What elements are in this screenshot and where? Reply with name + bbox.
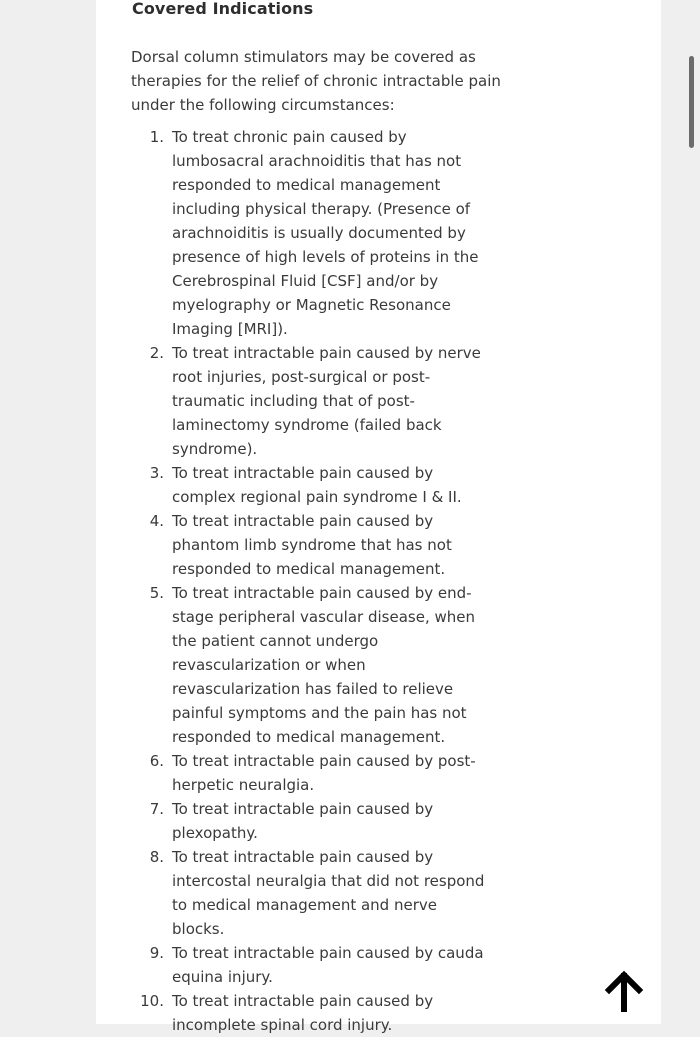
scrollbar-thumb[interactable] [689, 56, 694, 148]
intro-paragraph: Dorsal column stimulators may be covered as therapies for the relief of chronic intractable pain under the following circumstances: [131, 48, 501, 114]
list-item-text: To treat intractable pain caused by plexopathy. [172, 800, 434, 842]
list-item-number: 10. [140, 992, 164, 1010]
list-item-text: To treat intractable pain caused by incomplete spinal cord injury. [172, 992, 434, 1034]
list-item-number: 1. [149, 128, 164, 146]
list-item-text: To treat intractable pain caused by complex regional pain syndrome I & II. [172, 464, 462, 506]
list-item-text: To treat intractable pain caused by end-stage peripheral vascular disease, when the patient cannot undergo revascularization or when revascularization has failed to relieve painful symptoms and the pain has not responded to medical management. [172, 584, 475, 746]
list-item-text: To treat intractable pain caused by nerve root injuries, post-surgical or post-traumatic including that of post-laminectomy syndrome (failed back syndrome). [172, 344, 481, 458]
back-to-top-button[interactable] [600, 968, 648, 1016]
list-item [136, 341, 488, 461]
list-item-number: 8. [149, 848, 164, 866]
list-item [136, 989, 488, 1037]
list-item-text: To treat intractable pain caused by post-herpetic neuralgia. [172, 752, 476, 794]
list-item [136, 461, 488, 509]
section-heading: Covered Indications [132, 0, 314, 18]
list-item [136, 845, 488, 941]
list-item [136, 797, 488, 845]
list-item-number: 3. [149, 464, 164, 482]
list-item-number: 4. [149, 512, 164, 530]
arrow-up-icon [600, 968, 648, 1016]
list-item-number: 5. [149, 584, 164, 602]
list-item-number: 9. [149, 944, 164, 962]
list-item-text: To treat intractable pain caused by cauda equina injury. [172, 944, 484, 986]
list-item [136, 941, 488, 989]
list-item-number: 6. [149, 752, 164, 770]
list-item-number: 7. [149, 800, 164, 818]
indications-list [136, 125, 488, 1037]
list-item [136, 749, 488, 797]
list-item [136, 509, 488, 581]
list-item-text: To treat intractable pain caused by phantom limb syndrome that has not responded to medical management. [172, 512, 452, 578]
list-item-number: 2. [149, 344, 164, 362]
list-item-text: To treat chronic pain caused by lumbosacral arachnoiditis that has not responded to medical management including physical therapy. (Presence of arachnoiditis is usually documented by presence of high levels of proteins in the Cerebrospinal Fluid [CSF] and/or by myelography or Magnetic Resonance Imaging [MRI]). [172, 128, 479, 338]
list-item [136, 125, 488, 341]
list-item-text: To treat intractable pain caused by intercostal neuralgia that did not respond to medical management and nerve blocks. [172, 848, 485, 938]
list-item [136, 581, 488, 749]
